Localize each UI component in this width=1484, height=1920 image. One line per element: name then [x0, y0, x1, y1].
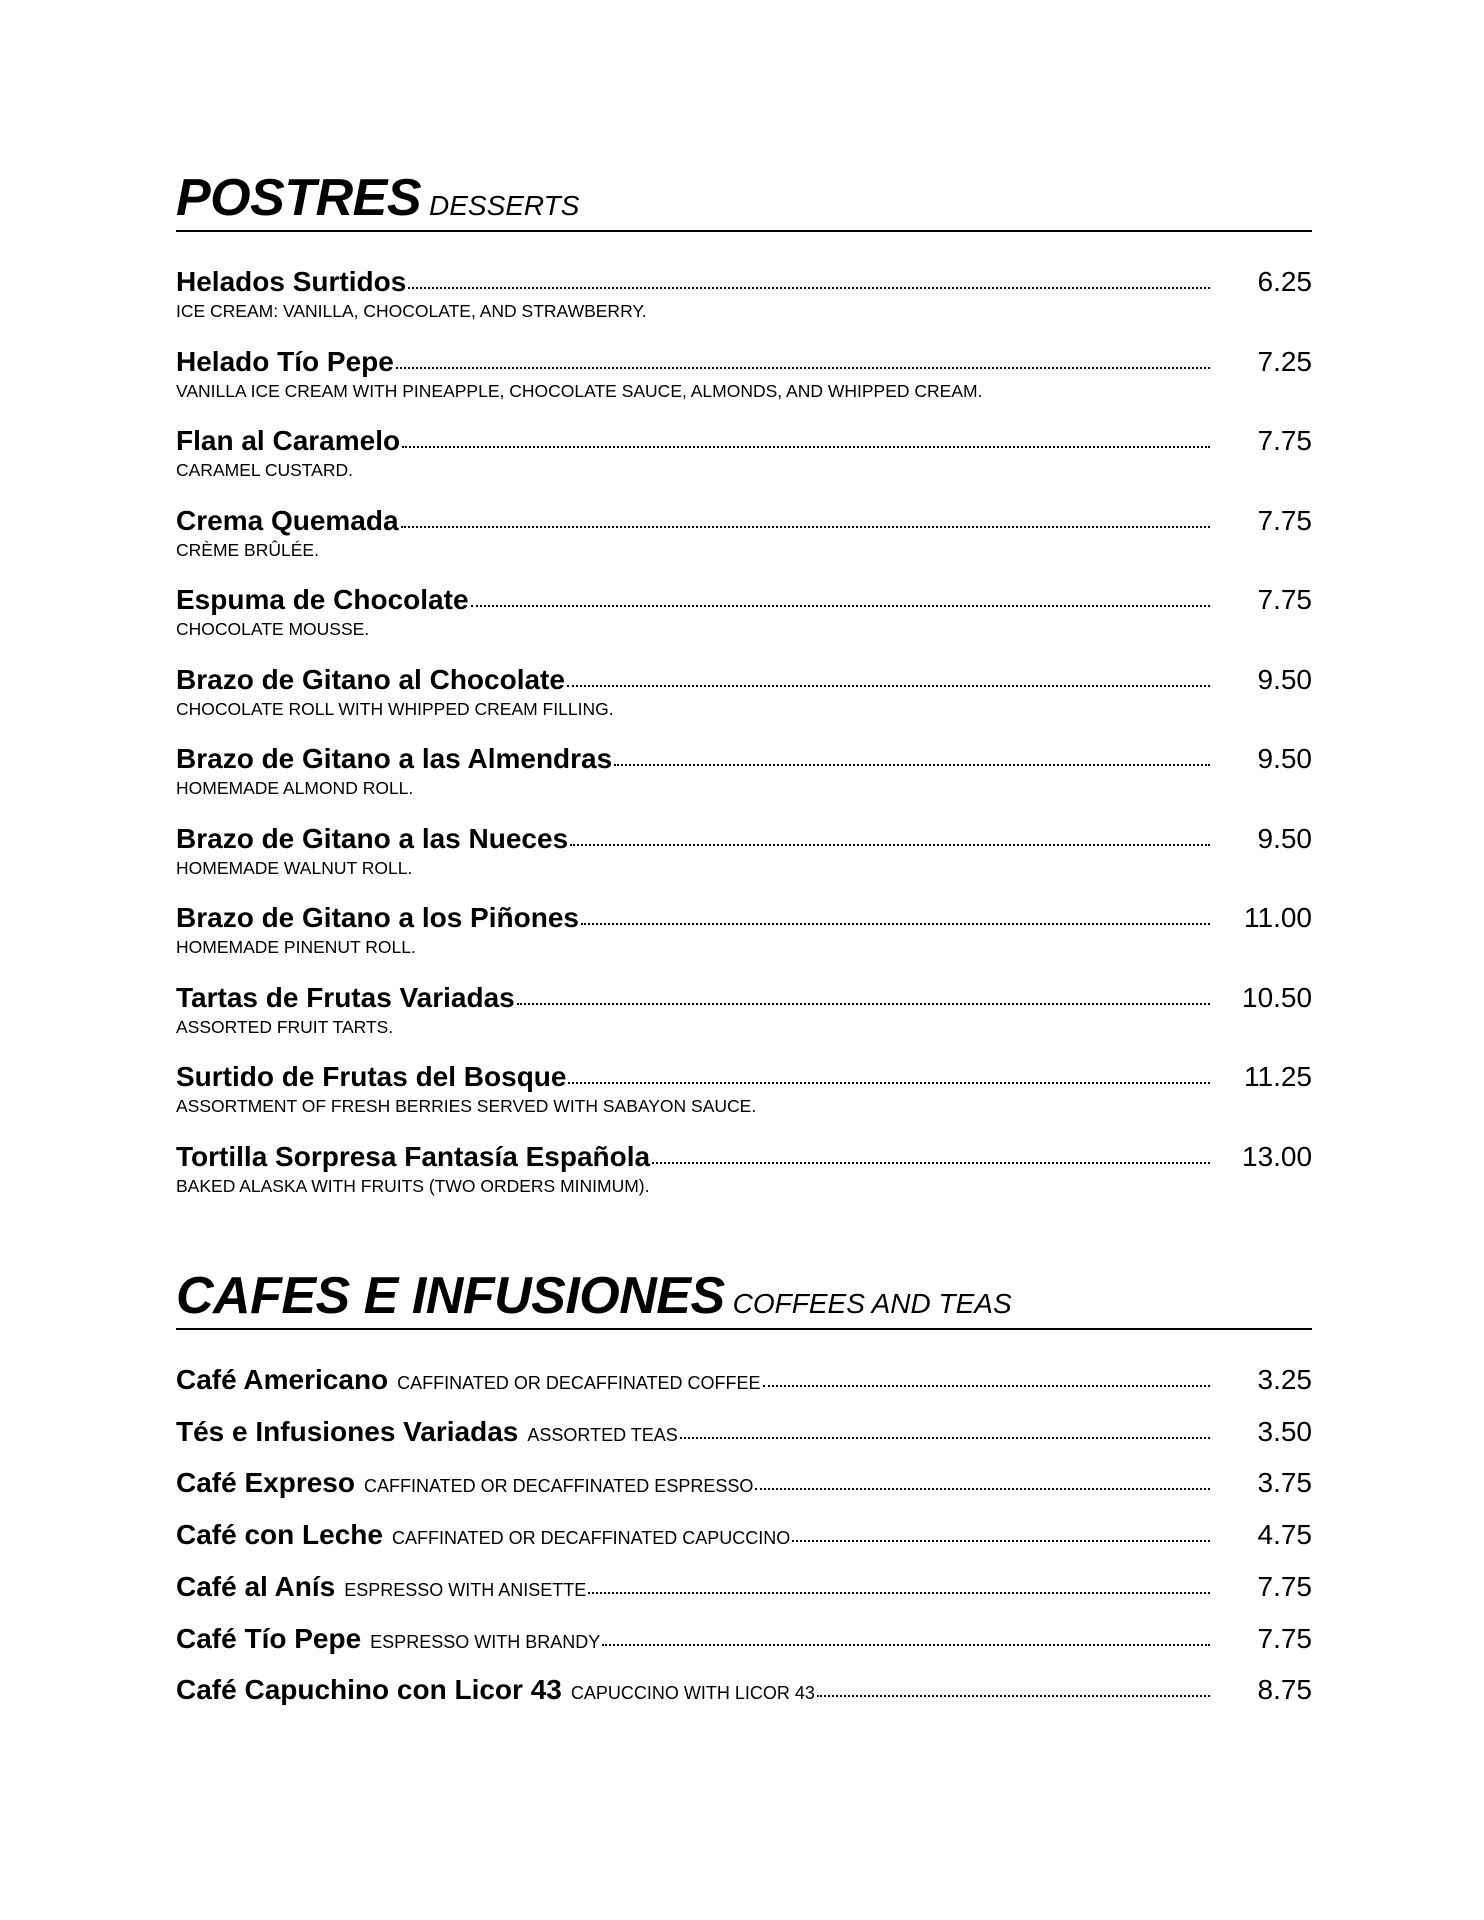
- menu-item: [176, 743, 1312, 798]
- coffees-header: [176, 1267, 1312, 1330]
- menu-item-description: CAPUCCINO WITH LICOR 43: [570, 1683, 815, 1704]
- menu-item-name: Surtido de Frutas del Bosque: [176, 1061, 567, 1092]
- menu-item-price: 7.75: [1257, 1570, 1312, 1602]
- menu-item: [176, 1416, 1312, 1450]
- dot-leader: [602, 1644, 1210, 1646]
- menu-item: [176, 505, 1312, 560]
- menu-item: [176, 823, 1312, 878]
- dot-leader: [763, 1385, 1211, 1387]
- menu-item-name: Tartas de Frutas Variadas: [176, 981, 515, 1013]
- dot-leader: [755, 1488, 1210, 1490]
- menu-item-description: CAFFINATED OR DECAFFINATED CAPUCCINO: [391, 1528, 791, 1549]
- menu-item-line: [176, 1674, 1312, 1708]
- menu-item-line: [176, 584, 1312, 618]
- menu-item-line: [176, 902, 1312, 936]
- menu-item-line: [176, 982, 1312, 1016]
- menu-item-name: Café Tío Pepe: [176, 1622, 362, 1654]
- menu-item: [176, 584, 1312, 639]
- menu-item-name: Café Expreso: [176, 1467, 355, 1499]
- menu-item-name: Café Americano: [176, 1364, 389, 1395]
- dot-leader: [568, 1082, 1210, 1084]
- dot-leader: [402, 446, 1210, 448]
- menu-item: [176, 1674, 1312, 1708]
- menu-item: [176, 1364, 1312, 1398]
- menu-item-line: [176, 1416, 1312, 1450]
- menu-item-line: [176, 1467, 1312, 1501]
- dot-leader: [581, 923, 1210, 925]
- menu-item-name: Flan al Caramelo: [176, 425, 401, 456]
- menu-item: [176, 266, 1312, 321]
- desserts-title: POSTRES: [176, 169, 421, 227]
- menu-item-line: [176, 1571, 1312, 1605]
- menu-item-price: 3.25: [1257, 1364, 1312, 1395]
- menu-item-price: 3.50: [1257, 1415, 1312, 1447]
- desserts-subtitle: DESSERTS: [429, 190, 580, 221]
- dot-leader: [567, 685, 1210, 687]
- dot-leader: [401, 526, 1210, 528]
- dot-leader: [396, 367, 1210, 369]
- menu-item-price: 11.00: [1244, 902, 1312, 933]
- dot-leader: [408, 287, 1210, 289]
- menu-item-description: HOMEMADE PINENUT ROLL.: [176, 937, 416, 957]
- menu-item: [176, 1467, 1312, 1501]
- menu-item-price: 7.75: [1257, 425, 1312, 456]
- dot-leader: [792, 1540, 1210, 1542]
- menu-item-line: [176, 1519, 1312, 1553]
- menu-item-name: Café con Leche: [176, 1519, 383, 1551]
- menu-item-description: ASSORTMENT OF FRESH BERRIES SERVED WITH SABAYON SAUCE.: [176, 1096, 757, 1116]
- menu-item-description: ASSORTED TEAS: [527, 1424, 678, 1445]
- menu-item-price: 6.25: [1257, 266, 1312, 297]
- dot-leader: [517, 1003, 1210, 1005]
- menu-item-name: Helado Tío Pepe: [176, 345, 394, 377]
- menu-item-line: [176, 1061, 1312, 1095]
- dot-leader: [817, 1695, 1210, 1697]
- menu-item-price: 4.75: [1257, 1519, 1312, 1551]
- menu-item-description: BAKED ALASKA WITH FRUITS (TWO ORDERS MINIMUM).: [176, 1175, 650, 1196]
- menu-item-description: HOMEMADE ALMOND ROLL.: [176, 778, 414, 798]
- menu-item-name: Tortilla Sorpresa Fantasía Española: [176, 1140, 651, 1172]
- coffees-subtitle: COFFEES AND TEAS: [732, 1288, 1012, 1319]
- dot-leader: [588, 1592, 1210, 1594]
- menu-item-description: ESPRESSO WITH ANISETTE: [344, 1579, 587, 1600]
- menu-item-price: 9.50: [1257, 822, 1312, 854]
- menu-item-name: Helados Surtidos: [176, 266, 407, 297]
- dot-leader: [614, 764, 1210, 766]
- menu-item-price: 11.25: [1244, 1061, 1312, 1092]
- menu-item: [176, 1519, 1312, 1553]
- menu-item-price: 3.75: [1257, 1467, 1312, 1499]
- menu-item-name: Brazo de Gitano al Chocolate: [176, 663, 565, 695]
- menu-item-name: Tés e Infusiones Variadas: [176, 1415, 519, 1447]
- dot-leader: [471, 605, 1210, 607]
- menu-item-price: 7.25: [1257, 345, 1312, 377]
- menu-item-line: [176, 1141, 1312, 1175]
- menu-item-price: 9.50: [1257, 663, 1312, 695]
- menu-item-description: CARAMEL CUSTARD.: [176, 460, 353, 480]
- menu-item-price: 7.75: [1257, 1622, 1312, 1654]
- menu-item-name: Espuma de Chocolate: [176, 584, 469, 615]
- menu-item-price: 8.75: [1257, 1674, 1312, 1706]
- menu-item-name: Café Capuchino con Licor 43: [176, 1674, 562, 1706]
- menu-item: [176, 1571, 1312, 1605]
- menu-item: [176, 664, 1312, 719]
- menu-item-line: [176, 664, 1312, 698]
- menu-item-line: [176, 823, 1312, 857]
- menu-item-description: CAFFINATED OR DECAFFINATED COFFEE: [397, 1373, 761, 1393]
- menu-item-price: 13.00: [1242, 1140, 1313, 1172]
- menu-item-line: [176, 425, 1312, 459]
- menu-item-price: 7.75: [1257, 584, 1312, 615]
- dot-leader: [680, 1437, 1210, 1439]
- menu-item-description: CHOCOLATE ROLL WITH WHIPPED CREAM FILLING.: [176, 698, 614, 719]
- menu-item-line: [176, 743, 1312, 777]
- menu-item-line: [176, 1364, 1312, 1398]
- menu-item-price: 9.50: [1257, 743, 1312, 774]
- menu-item: [176, 902, 1312, 957]
- menu-item-description: ESPRESSO WITH BRANDY: [370, 1631, 601, 1652]
- menu-item-description: ICE CREAM: VANILLA, CHOCOLATE, AND STRAWBERRY.: [176, 301, 647, 321]
- menu-item-line: [176, 1623, 1312, 1657]
- menu-item: [176, 1623, 1312, 1657]
- menu-item-line: [176, 266, 1312, 300]
- menu-item-line: [176, 505, 1312, 539]
- coffees-title: CAFES E INFUSIONES: [176, 1267, 725, 1325]
- menu-item-price: 10.50: [1242, 981, 1313, 1013]
- menu-item: [176, 346, 1312, 401]
- dot-leader: [652, 1162, 1210, 1164]
- menu-item-name: Café al Anís: [176, 1570, 336, 1602]
- menu-item-description: ASSORTED FRUIT TARTS.: [176, 1016, 394, 1037]
- menu-item-description: HOMEMADE WALNUT ROLL.: [176, 857, 413, 878]
- menu-item: [176, 982, 1312, 1037]
- menu-item-name: Brazo de Gitano a los Piñones: [176, 902, 579, 933]
- menu-item-line: [176, 346, 1312, 380]
- menu-item: [176, 1141, 1312, 1196]
- menu-item-description: CRÈME BRÛLÉE.: [176, 539, 319, 560]
- menu-item-description: CAFFINATED OR DECAFFINATED ESPRESSO: [363, 1476, 754, 1497]
- desserts-header: [176, 169, 1312, 232]
- menu-item: [176, 1061, 1312, 1116]
- menu-item: [176, 425, 1312, 480]
- menu-item-description: VANILLA ICE CREAM WITH PINEAPPLE, CHOCOLATE SAUCE, ALMONDS, AND WHIPPED CREAM.: [176, 380, 983, 401]
- menu-item-price: 7.75: [1257, 504, 1312, 536]
- menu-item-name: Brazo de Gitano a las Nueces: [176, 822, 569, 854]
- menu-item-name: Brazo de Gitano a las Almendras: [176, 743, 613, 774]
- dot-leader: [570, 844, 1210, 846]
- menu-item-name: Crema Quemada: [176, 504, 399, 536]
- menu-item-description: CHOCOLATE MOUSSE.: [176, 619, 370, 639]
